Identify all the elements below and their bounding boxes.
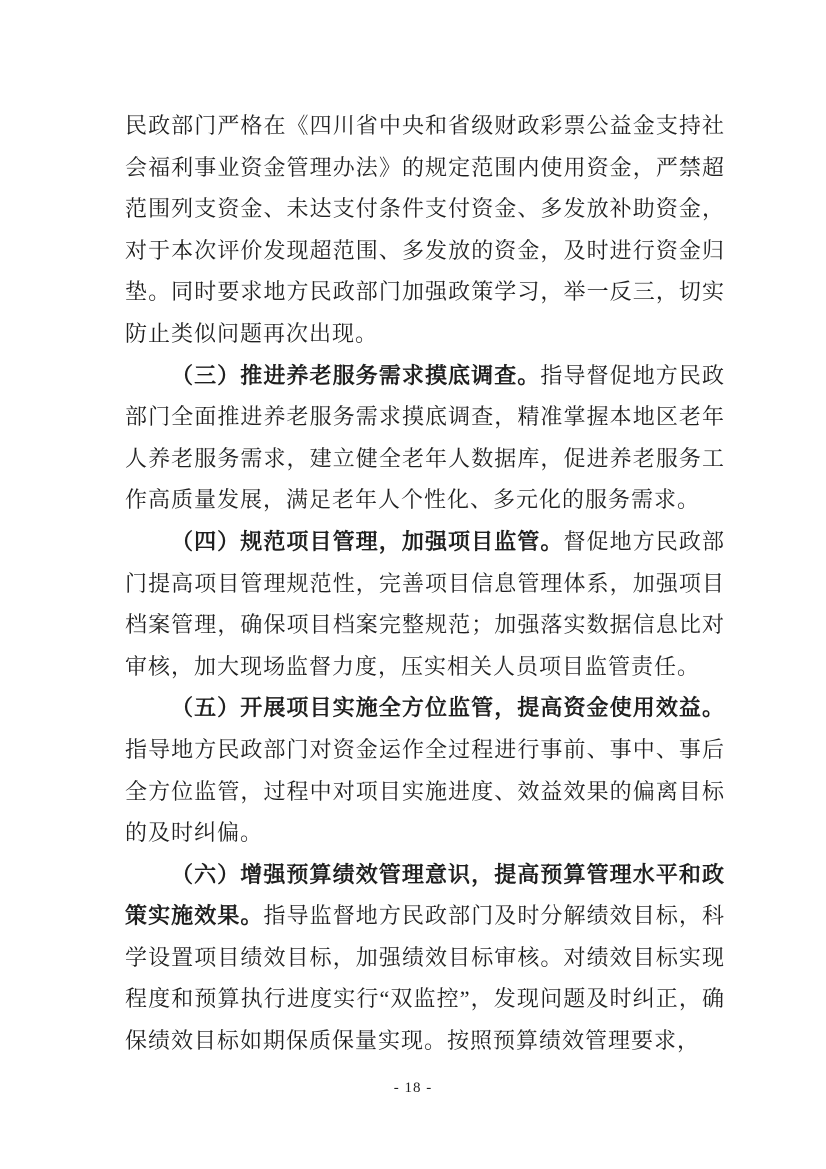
section-6-text: 指导监督地方民政部门及时分解绩效目标，科学设置项目绩效目标，加强绩效目标审核。对绩效目标实现程度和预算执行进度实行“双监控”，发现问题及时纠正，确保绩效目标如期保质保量实现。按照预算绩效管理要求， bbox=[125, 903, 725, 1054]
paragraph-section-5 bbox=[125, 687, 725, 853]
page-number: - 18 - bbox=[393, 1080, 433, 1096]
paragraph-text: 民政部门严格在《四川省中央和省级财政彩票公益金支持社会福利事业资金管理办法》的规定范围内使用资金，严禁超范围列支资金、未达支付条件支付资金、多发放补助资金，对于本次评价发现超范围、多发放的资金，及时进行资金归垫。同时要求地方民政部门加强政策学习，举一反三，切实防止类似问题再次出现。 bbox=[125, 113, 725, 346]
section-3-text: 指导督促地方民政部门全面推进养老服务需求摸底调查，精准掌握本地区老年人养老服务需求，建立健全老年人数据库，促进养老服务工作高质量发展，满足老年人个性化、多元化的服务需求。 bbox=[125, 362, 725, 513]
paragraph-section-3 bbox=[125, 355, 725, 521]
section-5-text: 指导地方民政部门对资金运作全过程进行事前、事中、事后全方位监管，过程中对项目实施进度、效益效果的偏离目标的及时纠偏。 bbox=[125, 736, 725, 846]
section-4-text: 督促地方民政部门提高项目管理规范性，完善项目信息管理体系，加强项目档案管理，确保项目档案完整规范；加强落实数据信息比对审核，加大现场监督力度，压实相关人员项目监管责任。 bbox=[125, 528, 725, 679]
paragraph-continuation bbox=[125, 105, 725, 355]
document-body bbox=[125, 105, 725, 1062]
section-3-heading: （三）推进养老服务需求摸底调查。 bbox=[171, 362, 541, 388]
section-6-heading: （六）增强预算绩效管理意识，提高预算管理水平和政策实施效果。 bbox=[125, 861, 725, 929]
section-4-heading: （四）规范项目管理，加强项目监管。 bbox=[171, 528, 564, 554]
section-5-heading: （五）开展项目实施全方位监管，提高资金使用效益。 bbox=[171, 695, 725, 721]
paragraph-section-4 bbox=[125, 521, 725, 687]
paragraph-section-6 bbox=[125, 854, 725, 1062]
